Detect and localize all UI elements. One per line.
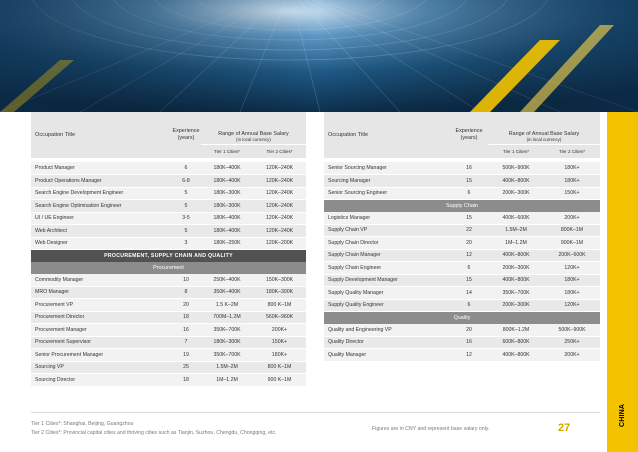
occupation-cell: Supply Chain Manager [324,249,450,262]
experience-cell: 14 [450,287,488,300]
salary-table-right [324,112,600,362]
tier1-salary-cell: 400K–800K [488,349,544,362]
tier2-salary-cell: 180K+ [253,349,306,362]
occupation-cell: Web Designer [31,237,171,250]
tier1-salary-cell: 200K–300K [488,187,544,200]
section-title: PROCUREMENT, SUPPLY CHAIN AND QUALITY [31,250,306,262]
table-row [31,299,306,312]
experience-cell: 12 [450,249,488,262]
occupation-cell: Supply Chain Engineer [324,262,450,275]
tier2-salary-cell: 120K–240K [253,200,306,213]
table-row [324,212,600,225]
tier1-salary-cell: 180K–400K [201,175,253,188]
table-row [31,336,306,349]
tier1-salary-cell: 180K–300K [201,336,253,349]
tier1-salary-cell: 350K–700K [488,287,544,300]
tier2-salary-cell: 900 K–1M [253,374,306,387]
right-table-body-quality [324,324,600,362]
tier1-salary-cell: 600K–800K [488,336,544,349]
table-row [324,162,600,175]
experience-cell: 22 [450,224,488,237]
tier1-salary-cell: 800K–1.2M [488,324,544,337]
tier2-salary-cell: 150K+ [544,187,600,200]
experience-cell: 20 [450,324,488,337]
experience-cell: 19 [171,349,201,362]
table-row [324,274,600,287]
table-row [31,374,306,387]
tier1-salary-cell: 180K–400K [201,212,253,225]
experience-cell: 16 [171,324,201,337]
occupation-cell: Procurement Director [31,311,171,324]
occupation-cell: Supply Quality Manager [324,287,450,300]
tier2-salary-cell: 180K+ [544,175,600,188]
experience-cell: 6-8 [171,175,201,188]
footer-divider [31,412,600,413]
experience-cell: 8 [171,286,201,299]
salary-range-header [201,112,306,144]
table-row [324,336,600,349]
tier2-salary-cell: 900K–1M [544,237,600,250]
tier1-salary-cell: 180K–250K [201,237,253,250]
tier2-salary-cell: 800 K–1M [253,361,306,374]
occupation-cell: Sourcing VP [31,361,171,374]
tier2-salary-cell: 200K+ [544,212,600,225]
country-label: CHINA [619,403,626,427]
occupation-cell: Quality Manager [324,349,450,362]
experience-header: Experience (years) [450,112,488,158]
experience-cell: 20 [450,237,488,250]
tier2-salary-cell: 120K–240K [253,225,306,238]
right-table-body-sourcing [324,162,600,200]
tier2-salary-cell: 180K–300K [253,286,306,299]
tier2-salary-cell: 120K–200K [253,237,306,250]
tier1-salary-cell: 1.5M–2M [201,361,253,374]
experience-cell: 7 [171,336,201,349]
salary-table-left [31,112,306,387]
table-row [324,187,600,200]
table-row [324,237,600,250]
tier1-salary-cell: 1.5M–2M [488,224,544,237]
figures-note: Figures are in CNY and represent base salary only. [372,426,490,432]
tier2-salary-cell: 800 K–1M [253,299,306,312]
tier2-salary-cell: 180K+ [544,162,600,175]
occupation-cell: Product Operations Manager [31,175,171,188]
tier2-salary-cell: 180K+ [544,287,600,300]
subsection-title-procurement: Procurement [31,262,306,274]
occupation-cell: Senior Procurement Manager [31,349,171,362]
experience-cell: 3 [171,237,201,250]
subsection-title-quality: Quality [324,312,600,324]
tier2-salary-cell: 120K+ [544,299,600,312]
experience-cell: 20 [171,299,201,312]
tier2-salary-cell: 560K–960K [253,311,306,324]
tier2-salary-cell: 120K+ [544,262,600,275]
occupation-cell: Product Manager [31,162,171,175]
tier1-salary-cell: 250K–400K [201,274,253,287]
tier2-salary-cell: 500K–900K [544,324,600,337]
experience-cell: 6 [171,162,201,175]
occupation-cell: Supply Development Manager [324,274,450,287]
table-row [31,225,306,238]
experience-cell: 5 [171,225,201,238]
tier2-salary-cell: 250K+ [544,336,600,349]
experience-cell: 5 [171,187,201,200]
table-row [324,299,600,312]
table-row [31,212,306,225]
tier2-salary-cell: 180K+ [544,274,600,287]
experience-cell: 6 [450,262,488,275]
occupation-cell: Search Engine Development Engineer [31,187,171,200]
experience-cell: 25 [171,361,201,374]
table-row [324,262,600,275]
tier1-salary-cell: 400K–600K [488,212,544,225]
tier1-salary-cell: 500K–900K [488,162,544,175]
occupation-title-header: Occupation Title [324,112,450,158]
experience-cell: 18 [171,374,201,387]
occupation-cell: Quality Director [324,336,450,349]
occupation-cell: UI / UE Engineer [31,212,171,225]
tier1-salary-cell: 180K–300K [201,187,253,200]
experience-cell: 10 [171,274,201,287]
table-row [31,349,306,362]
occupation-cell: Logistics Manager [324,212,450,225]
table-row [31,175,306,188]
table-row [31,187,306,200]
tier1-header: Tier 1 Cities* [488,144,544,158]
tier1-salary-cell: 350K–700K [201,324,253,337]
salary-range-title: Range of Annual Base Salary [218,130,289,137]
experience-cell: 15 [450,212,488,225]
occupation-cell: Senior Sourcing Engineer [324,187,450,200]
occupation-cell: Search Engine Optimisation Engineer [31,200,171,213]
occupation-cell: Senior Sourcing Manager [324,162,450,175]
tier1-salary-cell: 400K–800K [488,249,544,262]
tier1-salary-cell: 1.5 K–2M [201,299,253,312]
table-row [324,224,600,237]
occupation-cell: Commodity Manager [31,274,171,287]
table-row [31,200,306,213]
tier1-salary-cell: 400K–800K [488,175,544,188]
occupation-cell: Procurement VP [31,299,171,312]
experience-cell: 6 [450,187,488,200]
tier1-salary-cell: 180K–400K [201,162,253,175]
experience-header: Experience (years) [171,112,201,158]
footnotes [31,420,276,438]
experience-cell: 18 [171,311,201,324]
subsection-title-supply-chain: Supply Chain [324,200,600,212]
tier2-salary-cell: 150K+ [253,336,306,349]
page-number: 27 [558,422,571,434]
experience-cell: 15 [450,274,488,287]
tier2-header: Tier 2 Cities* [544,144,600,158]
experience-cell: 16 [450,162,488,175]
tier1-salary-cell: 350K–700K [201,349,253,362]
tier1-salary-cell: 200K–300K [488,262,544,275]
table-row [31,324,306,337]
experience-cell: 3-5 [171,212,201,225]
left-table-body-top [31,162,306,250]
occupation-cell: Web Architect [31,225,171,238]
tier1-salary-cell: 200K–300K [488,299,544,312]
experience-cell: 6 [450,299,488,312]
tier2-salary-cell: 150K–300K [253,274,306,287]
left-table-body-bottom [31,274,306,387]
tier2-salary-cell: 200K+ [253,324,306,337]
occupation-cell: Supply Chain Director [324,237,450,250]
salary-range-header [488,112,600,144]
occupation-cell: Sourcing Director [31,374,171,387]
tier1-salary-cell: 400K–800K [488,274,544,287]
occupation-cell: Quality and Engineering VP [324,324,450,337]
experience-cell: 12 [450,349,488,362]
tier2-salary-cell: 120K–240K [253,212,306,225]
tier1-salary-cell: 180K–400K [201,225,253,238]
table-row [324,349,600,362]
table-row [324,249,600,262]
table-row [324,287,600,300]
occupation-cell: Sourcing Manager [324,175,450,188]
tier1-header: Tier 1 Cities* [201,144,253,158]
tier1-salary-cell: 350K–400K [201,286,253,299]
tier2-salary-cell: 120K–240K [253,162,306,175]
tier2-footnote: Tier 2 Cities*: Provincial capital cities and thriving cities such as Tianjin, Suzhou, Chengdu, Chongqing, etc. [31,430,277,436]
tier1-salary-cell: 1M–1.2M [201,374,253,387]
occupation-cell: Procurement Supervisor [31,336,171,349]
occupation-title-header: Occupation Title [31,112,171,158]
salary-range-subtitle: (in local currency) [526,136,562,142]
table-row [31,361,306,374]
right-table-body-supply-chain [324,212,600,312]
tier2-salary-cell: 200K+ [544,349,600,362]
occupation-cell: MRO Manager [31,286,171,299]
occupation-cell: Supply Chain VP [324,224,450,237]
experience-cell: 5 [171,200,201,213]
tier2-header: Tier 2 Cities* [253,144,306,158]
experience-cell: 15 [450,175,488,188]
table-row [324,175,600,188]
tier1-salary-cell: 1M–1.2M [488,237,544,250]
table-row [324,324,600,337]
salary-range-title: Range of Annual Base Salary [508,130,580,137]
tier2-salary-cell: 200K–600K [544,249,600,262]
tier2-salary-cell: 120K–240K [253,187,306,200]
table-row [31,237,306,250]
occupation-cell: Procurement Manager [31,324,171,337]
tier1-footnote: Tier 1 Cities*: Shanghai, Beijing, Guangzhou [31,421,134,427]
salary-range-subtitle: (in local currency) [236,136,271,142]
header-banner-image [0,0,638,112]
table-row [31,274,306,287]
tier1-salary-cell: 180K–300K [201,200,253,213]
table-row [31,311,306,324]
table-row [31,162,306,175]
tier2-salary-cell: 800K–1M [544,224,600,237]
occupation-cell: Supply Quality Engineer [324,299,450,312]
experience-cell: 16 [450,336,488,349]
table-row [31,286,306,299]
tier2-salary-cell: 120K–240K [253,175,306,188]
tier1-salary-cell: 700M–1.2M [201,311,253,324]
